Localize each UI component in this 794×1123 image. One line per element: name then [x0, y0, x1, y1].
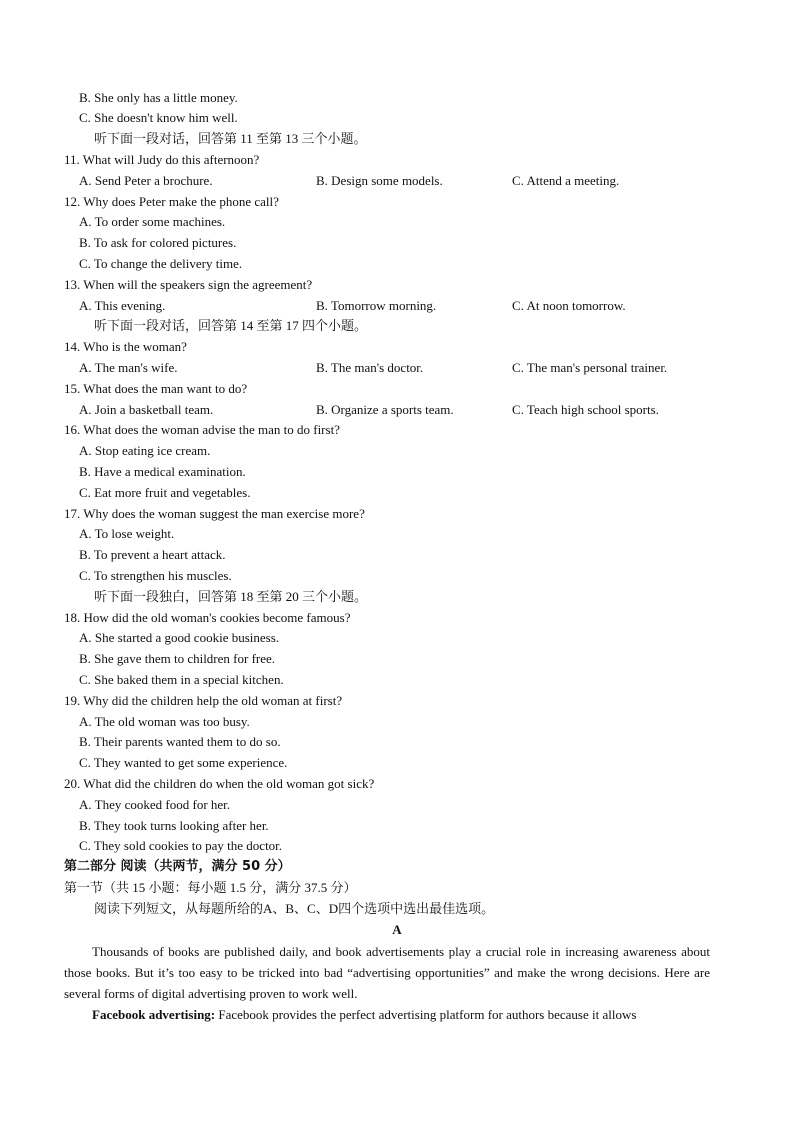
q12-option-c[interactable]: C. To change the delivery time. — [79, 256, 243, 271]
q14-option-c[interactable]: C. The man's personal trainer. — [512, 360, 668, 375]
q20-option-a[interactable]: A. They cooked food for her. — [79, 797, 231, 812]
q13-option-a[interactable]: A. This evening. — [79, 298, 166, 313]
q19-option-a[interactable]: A. The old woman was too busy. — [79, 714, 250, 729]
section1-title: 第一节（共 15 小题：每小题 1.5 分，满分 37.5 分） — [64, 880, 357, 895]
q16-option-a[interactable]: A. Stop eating ice cream. — [79, 443, 211, 458]
q14-option-b[interactable]: B. The man's doctor. — [316, 360, 424, 375]
q11-option-a[interactable]: A. Send Peter a brochure. — [79, 173, 213, 188]
q17-stem: 17. Why does the woman suggest the man exercise more? — [64, 506, 365, 521]
facebook-advertising-heading: Facebook advertising: — [92, 1007, 216, 1022]
q12-option-a[interactable]: A. To order some machines. — [79, 214, 226, 229]
instruction-14-17: 听下面一段对话，回答第 14 至第 17 四个小题。 — [94, 318, 368, 333]
q18-stem: 18. How did the old woman's cookies become famous? — [64, 610, 351, 625]
q16-option-c[interactable]: C. Eat more fruit and vegetables. — [79, 485, 251, 500]
q20-option-c[interactable]: C. They sold cookies to pay the doctor. — [79, 838, 283, 853]
q14-stem: 14. Who is the woman? — [64, 339, 187, 354]
q10-option-b[interactable]: B. She only has a little money. — [79, 90, 238, 105]
q15-stem: 15. What does the man want to do? — [64, 381, 248, 396]
q15-option-b[interactable]: B. Organize a sports team. — [316, 402, 454, 417]
q16-option-b[interactable]: B. Have a medical examination. — [79, 464, 246, 479]
q15-option-a[interactable]: A. Join a basketball team. — [79, 402, 214, 417]
q20-stem: 20. What did the children do when the old woman got sick? — [64, 776, 375, 791]
passage-body — [64, 941, 710, 1025]
q14-option-a[interactable]: A. The man's wife. — [79, 360, 178, 375]
q13-stem: 13. When will the speakers sign the agreement? — [64, 277, 313, 292]
q11-stem: 11. What will Judy do this afternoon? — [64, 152, 260, 167]
q12-stem: 12. Why does Peter make the phone call? — [64, 194, 279, 209]
q17-option-a[interactable]: A. To lose weight. — [79, 526, 175, 541]
q11-option-c[interactable]: C. Attend a meeting. — [512, 173, 620, 188]
q15-option-c[interactable]: C. Teach high school sports. — [512, 402, 659, 417]
q19-option-b[interactable]: B. Their parents wanted them to do so. — [79, 734, 281, 749]
q13-option-b[interactable]: B. Tomorrow morning. — [316, 298, 437, 313]
q18-option-b[interactable]: B. She gave them to children for free. — [79, 651, 276, 666]
q18-option-a[interactable]: A. She started a good cookie business. — [79, 630, 280, 645]
facebook-advertising-text: Facebook provides the perfect advertising platform for authors because it allows — [215, 1007, 637, 1022]
q17-option-b[interactable]: B. To prevent a heart attack. — [79, 547, 226, 562]
instruction-18-20: 听下面一段独白，回答第 18 至第 20 三个小题。 — [94, 589, 368, 604]
part2-title: 第二部分 阅读（共两节，满分 50 分） — [64, 859, 291, 874]
q11-option-b[interactable]: B. Design some models. — [316, 173, 443, 188]
instruction-11-13: 听下面一段对话，回答第 11 至第 13 三个小题。 — [94, 131, 367, 146]
q19-stem: 19. Why did the children help the old woman at first? — [64, 693, 343, 708]
q10-option-c[interactable]: C. She doesn't know him well. — [79, 110, 238, 125]
q18-option-c[interactable]: C. She baked them in a special kitchen. — [79, 672, 284, 687]
q16-stem: 16. What does the woman advise the man to do first? — [64, 422, 340, 437]
passage-paragraph-1: Thousands of books are published daily, and book advertisements play a crucial role in increasing awareness about those books. But it’s too easy to be tricked into bad “advertising opportunities” and make the wrong decisions. Here are several forms of digital advertising proven to work well. — [64, 944, 710, 1001]
passage-label: A — [392, 922, 402, 937]
reading-instruction: 阅读下列短文，从每题所给的A、B、C、D四个选项中选出最佳选项。 — [94, 901, 495, 916]
q20-option-b[interactable]: B. They took turns looking after her. — [79, 818, 269, 833]
q13-option-c[interactable]: C. At noon tomorrow. — [512, 298, 626, 313]
passage-paragraph-2 — [64, 1004, 710, 1025]
q17-option-c[interactable]: C. To strengthen his muscles. — [79, 568, 232, 583]
q19-option-c[interactable]: C. They wanted to get some experience. — [79, 755, 288, 770]
q12-option-b[interactable]: B. To ask for colored pictures. — [79, 235, 237, 250]
